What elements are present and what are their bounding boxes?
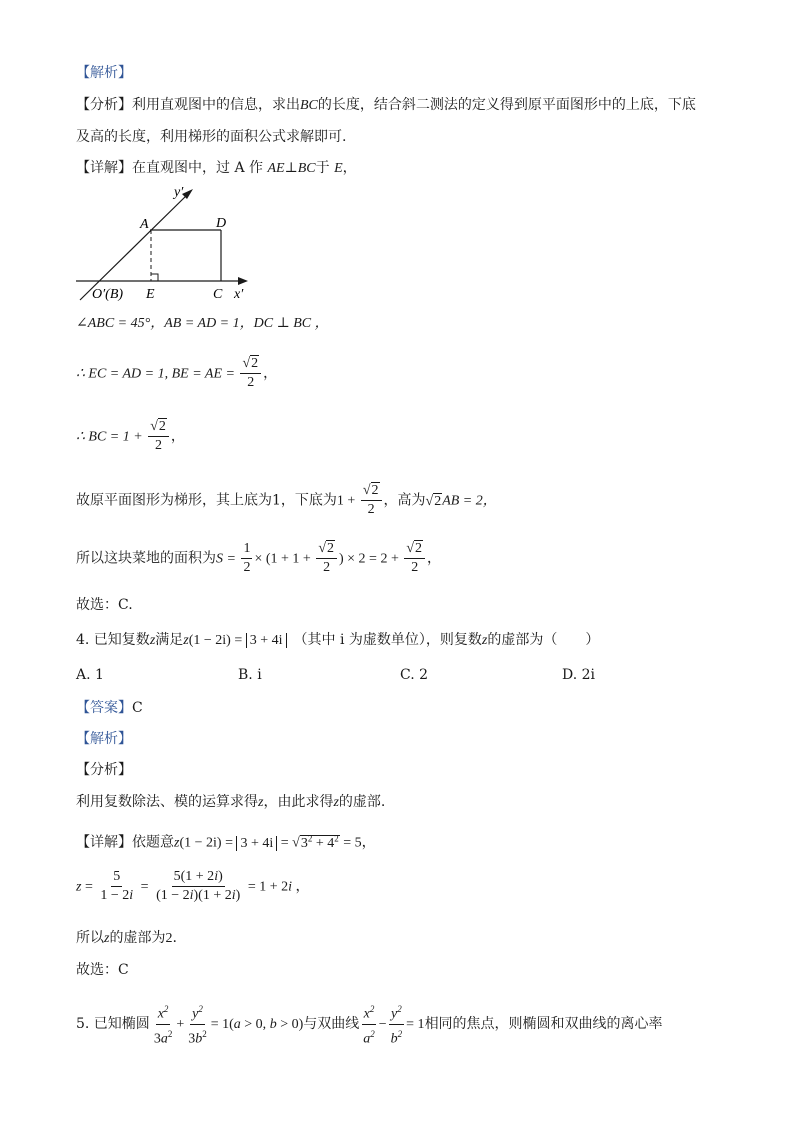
label-a: A — [140, 217, 149, 232]
detail-line: 【详解】在直观图中，过 A 作 AE⊥BC于 E， — [76, 160, 357, 176]
label-d: D — [216, 216, 227, 231]
x-axis-arrow — [238, 277, 248, 285]
intuitive-figure — [70, 182, 260, 306]
q4-answer: 【答案】C — [76, 700, 143, 716]
q4-fenxi-heading: 【分析】 — [76, 762, 132, 778]
right-angle-mark — [151, 274, 158, 281]
fraction-sqrt2-over-2: $\frac{√2}{2}$ — [404, 540, 425, 577]
label-x: x′ — [234, 287, 244, 302]
original-figure-line: 故原平面图形为梯形，其上底为1，下底为1 + $\frac{√2}{2}$ ，高为√2AB = 2， — [76, 483, 497, 517]
label-c: C — [213, 287, 223, 302]
fraction-5-over-1-2i: $\frac{5}{1 - 2i}$ — [100, 869, 134, 903]
therefore-line-1: ∴ EC = AD = 1, BE = AE = $\frac{√2}{2}$ ， — [76, 356, 278, 390]
given-line: ∠ABC = 45°，AB = AD = 1，DC ⊥ BC ， — [76, 316, 329, 331]
q5-stem: 5. 已知椭圆 $\frac{x^2}{3a^2}$ + $\frac{y^2}{3b^2}$ = 1(a > 0, b > 0)与双曲线 $\frac{x^2}{a^2}$ − $\frac{y^2}{b^2}$ = 1相同的焦点，则椭圆和双曲线的离心率 — [76, 1000, 663, 1048]
q4-option-d: D. 2i — [562, 667, 596, 683]
q4-fenxi-text: 利用复数除法、模的运算求得z，由此求得z的虚部. — [76, 794, 386, 810]
fraction-1-over-2: $\frac{1}{2}$ — [243, 541, 251, 575]
q4-conclusion: 所以z的虚部为2. — [76, 930, 177, 946]
q4-option-c: C. 2 — [400, 667, 429, 683]
analysis-heading: 【解析】 — [76, 65, 132, 81]
q4-option-a: A. 1 — [76, 667, 104, 683]
choice-line-q3: 故选：C. — [76, 597, 133, 613]
fraction-sqrt2-over-2: $\frac{√2}{2}$ — [361, 482, 382, 519]
choice-line-q4: 故选：C — [76, 962, 129, 978]
fraction-sqrt2-over-2: $\frac{√2}{2}$ — [316, 540, 337, 577]
fraction-sqrt2-over-2: $\frac{√2}{2}$ — [240, 355, 261, 392]
q4-stem: 4. 已知复数z满足z(1 − 2i) = 3 + 4i （其中 i 为虚数单位），则复数z的虚部为（ ） — [76, 632, 600, 648]
fenxi-line-1: 【分析】利用直观图中的信息，求出BC的长度，结合斜二测法的定义得到原平面图形中的上底，下底 — [76, 97, 696, 113]
therefore-line-2: ∴ BC = 1 + $\frac{√2}{2}$ ， — [76, 419, 185, 453]
q4-analysis-heading: 【解析】 — [76, 731, 132, 747]
fraction-expanded: $\frac{5(1 + 2i)}{(1 - 2i)(1 + 2i)}$ — [156, 869, 241, 903]
q4-detail-line: 【详解】依题意$z(1 - 2i) = 3 + 4i = √3^2 + 4^2 = 5$， — [76, 833, 376, 851]
fenxi-line-2: 及高的长度，利用梯形的面积公式求解即可. — [76, 129, 347, 145]
fraction-sqrt2-over-2: $\frac{√2}{2}$ — [148, 418, 169, 455]
label-y: y′ — [174, 185, 184, 200]
q4-z-equation: z = $\frac{5}{1 - 2i}$ = $\frac{5(1 + 2i)}{(1 - 2i)(1 + 2i)}$ = 1 + 2i ， — [76, 869, 310, 903]
label-e: E — [146, 287, 155, 302]
area-line: 所以这块菜地的面积为S = $\frac{1}{2}$ × (1 + 1 + $\frac{√2}{2}$ ) × 2 = 2 + $\frac{√2}{2}$ ， — [76, 541, 442, 575]
y-axis — [80, 194, 188, 300]
q4-option-b: B. i — [238, 667, 262, 683]
label-o: O′(B) — [92, 287, 124, 302]
